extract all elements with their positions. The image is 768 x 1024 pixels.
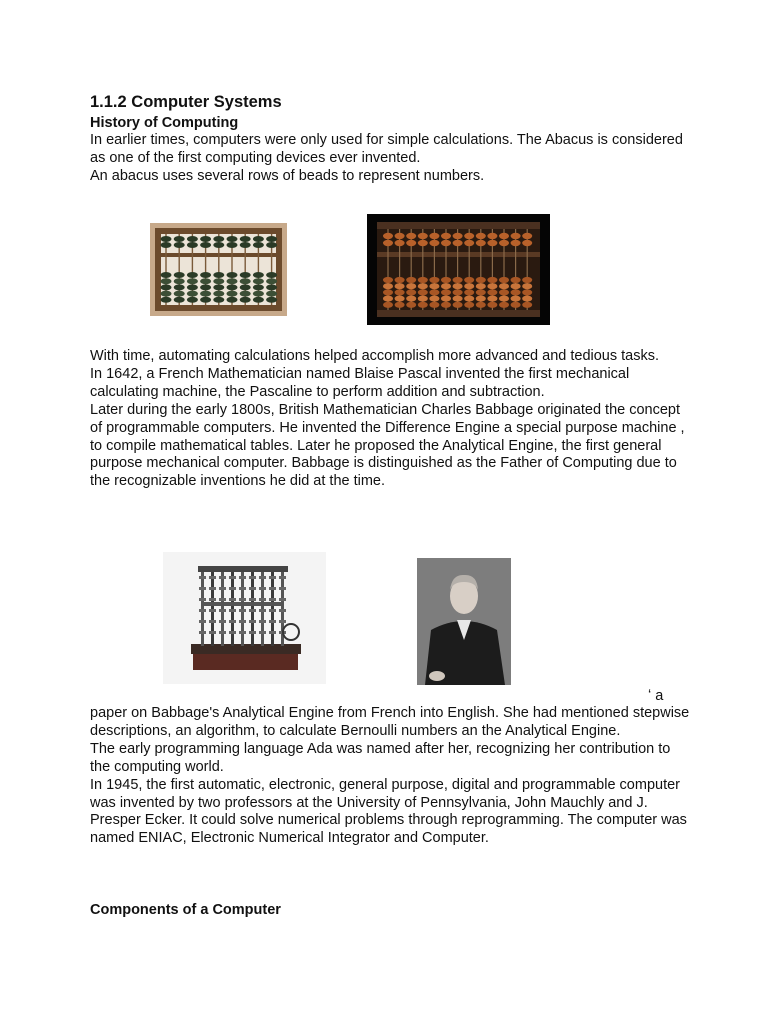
intro-text	[90, 132, 690, 186]
paragraph: Later during the early 1800s, British Mathematician Charles Babbage originated the concept of programmable computers. He invented the Difference Engine a special purpose machine , to compile mathematical tables. Later he proposed the Analytical Engine, the first general purpose mechanical computer. Babbage is distinguished as the Father of Computing due to the recognizable inventions he did at the time.	[90, 401, 685, 490]
paragraph: With time, automating calculations helped accomplish more advanced and tedious tasks.	[90, 348, 660, 364]
components-heading: Components of a Computer	[90, 902, 281, 918]
analytical-engine-image	[163, 552, 326, 684]
history-text	[90, 348, 690, 491]
ada-eniac-text	[90, 705, 690, 848]
section-title: 1.1.2 Computer Systems	[90, 93, 282, 111]
section-subtitle: History of Computing	[90, 115, 239, 131]
paragraph: In earlier times, computers were only used for simple calculations. The Abacus is considered as one of the first computing devices ever invented.	[90, 132, 683, 166]
abacus-image	[367, 214, 550, 325]
cut-text-fragment: ʻ a	[648, 688, 664, 704]
paragraph: An abacus uses several rows of beads to represent numbers.	[90, 167, 485, 184]
portrait-image	[417, 558, 511, 685]
paragraph: The early programming language Ada was named after her, recognizing her contribution to the computing world.	[90, 740, 671, 775]
abacus-image	[150, 223, 287, 316]
paragraph: In 1642, a French Mathematician named Blaise Pascal invented the first mechanical calculating machine, the Pascaline to perform addition and subtraction.	[90, 365, 630, 400]
paragraph: paper on Babbage's Analytical Engine from French into English. She had mentioned stepwise descriptions, an algorithm, to calculate Bernoulli numbers an the Analytical Engine.	[90, 705, 690, 739]
paragraph: In 1945, the first automatic, electronic, general purpose, digital and programmable computer was invented by two professors at the University of Pennsylvania, John Mauchly and J. Presper Ecker. It could solve numerical problems through reprogramming. The computer was named ENIAC, Electronic Numerical Integrator and Computer.	[90, 776, 687, 847]
